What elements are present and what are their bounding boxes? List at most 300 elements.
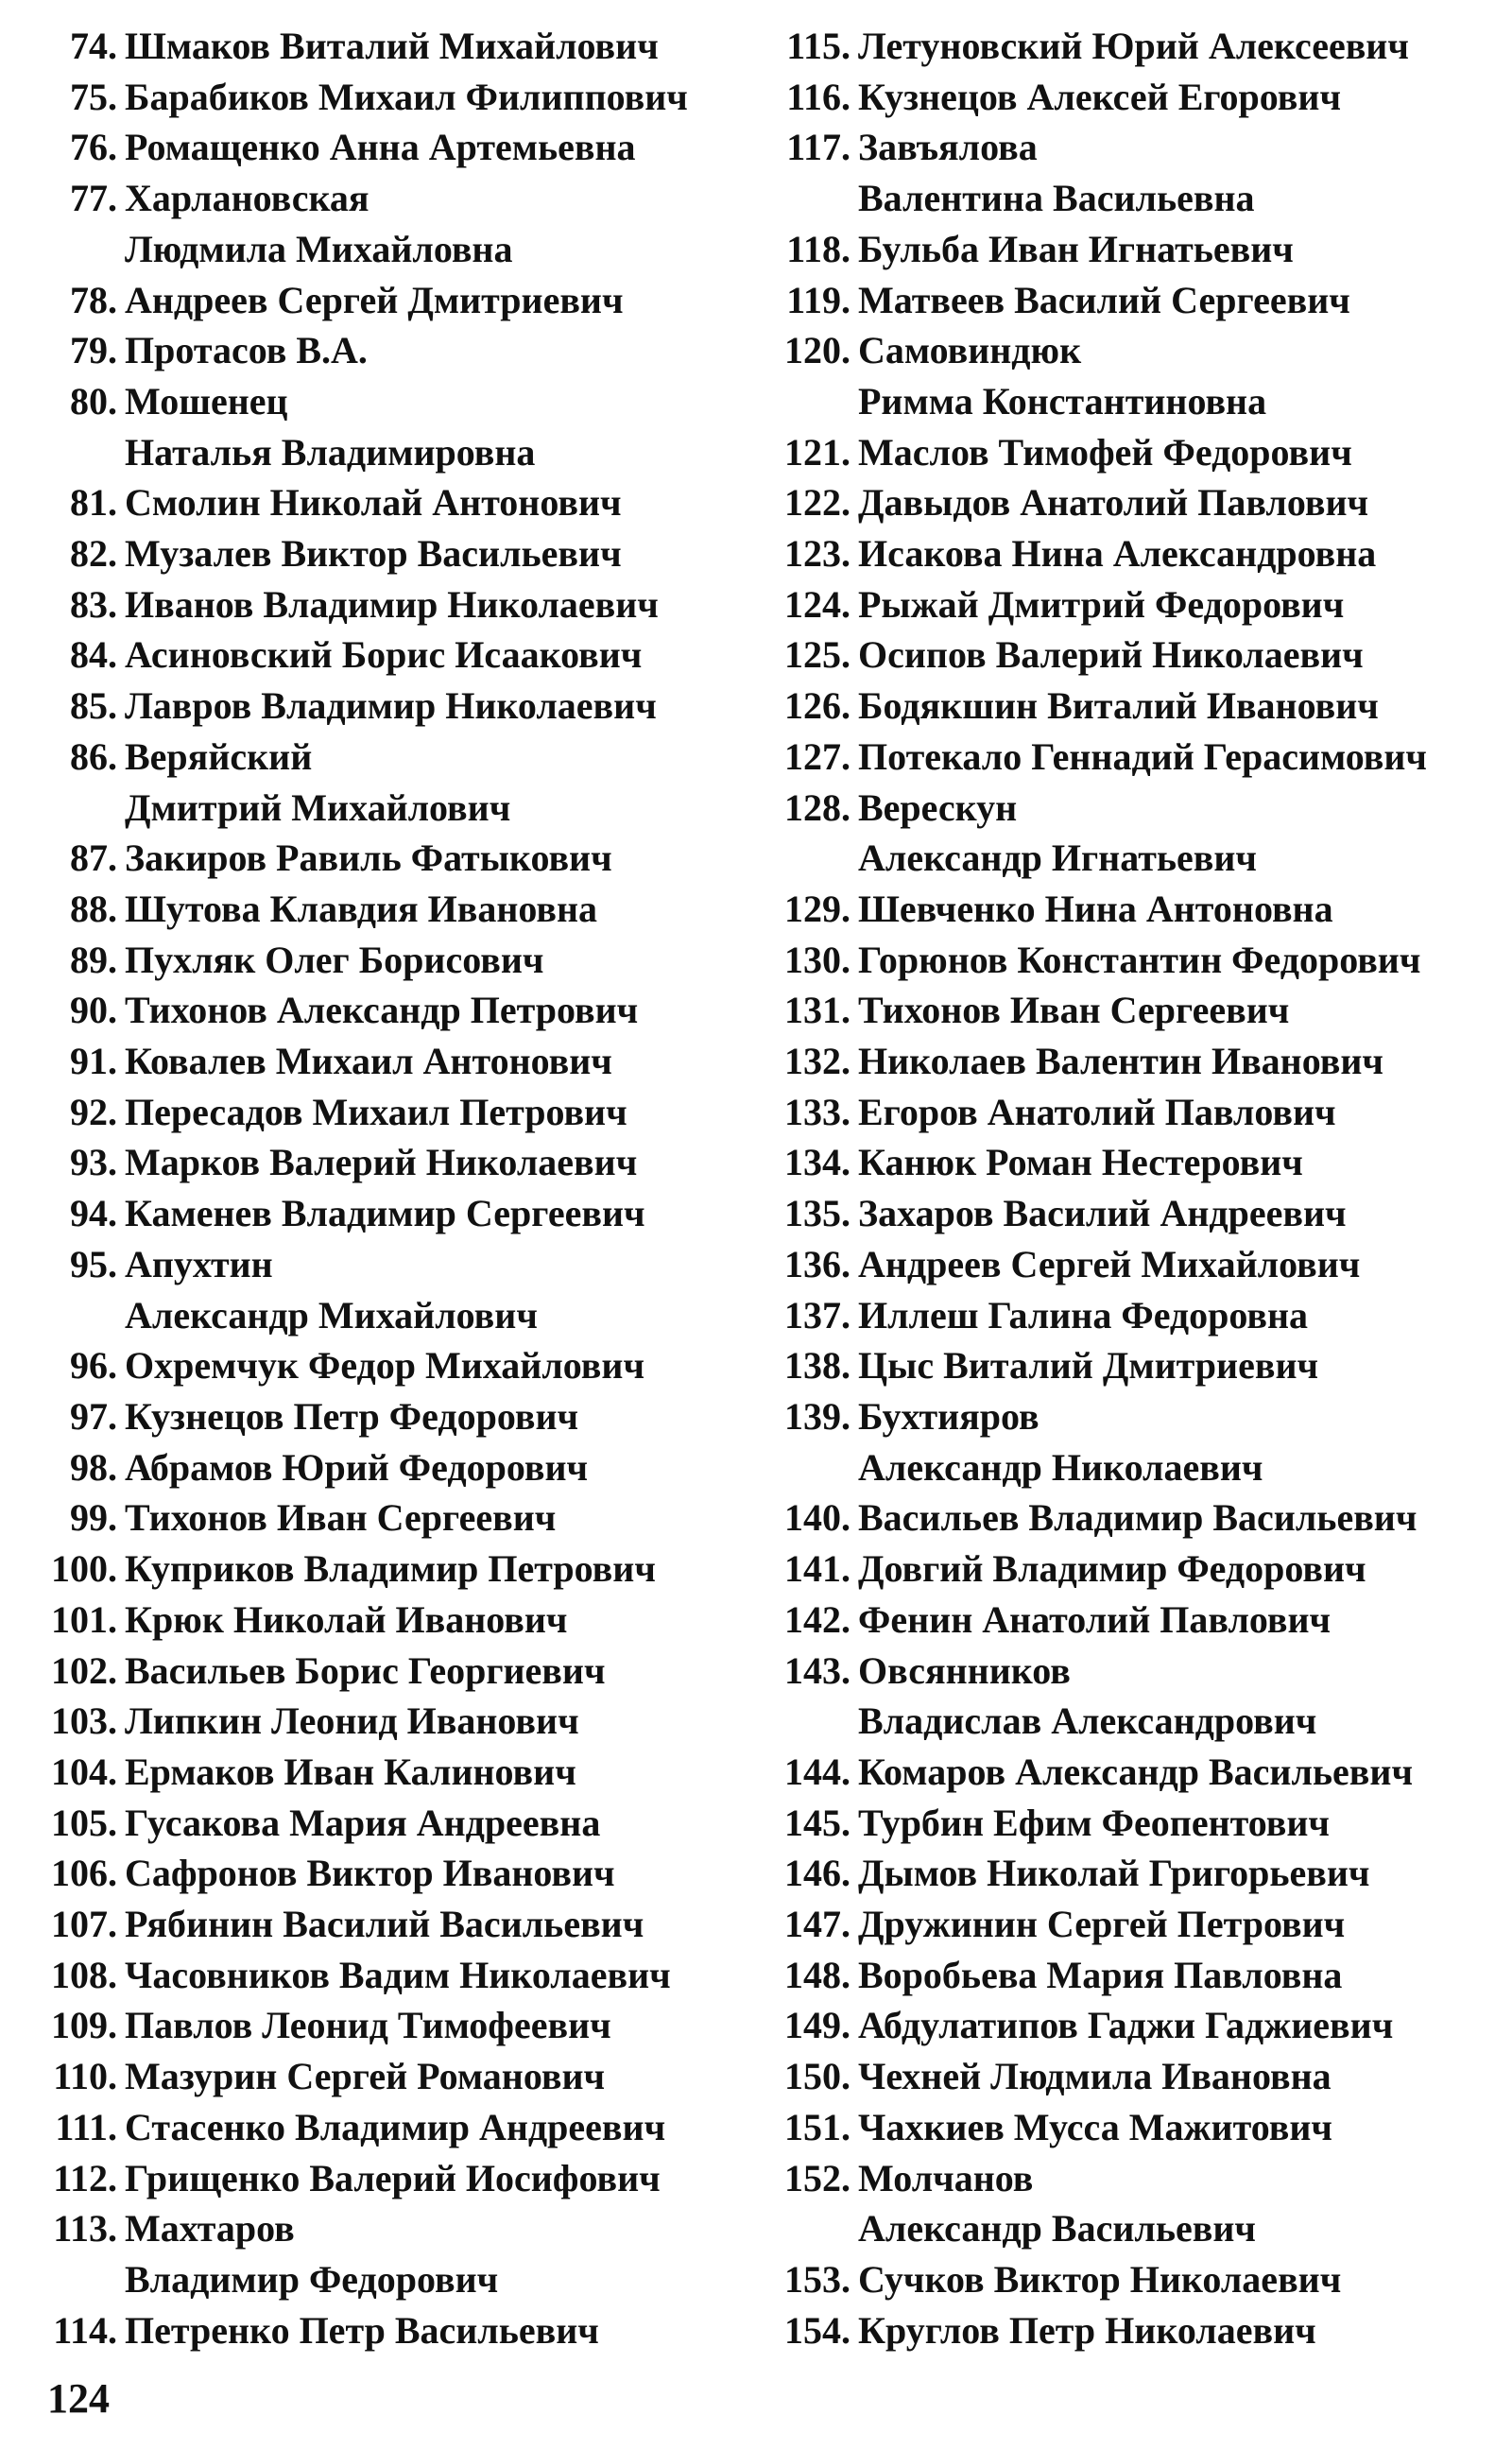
list-item-number: 92. (70, 1090, 117, 1133)
list-item-number: 141. (784, 1547, 850, 1591)
name-line: Комаров Александр Васильевич (858, 1750, 1414, 1793)
list-item (38, 1899, 756, 1950)
list-item-number: 115. (786, 25, 850, 67)
name-line: Маслов Тимофей Федорович (858, 430, 1352, 474)
name-line: Апухтин (125, 1242, 273, 1285)
list-item (38, 2102, 756, 2153)
name-line: Канюк Роман Нестерович (858, 1141, 1303, 1184)
name-line: Тихонов Александр Петрович (125, 989, 639, 1032)
list-item-number: 83. (70, 582, 117, 626)
list-item (773, 2102, 1501, 2153)
list-item-name (858, 1137, 1303, 1188)
list-item-name (125, 935, 543, 986)
list-item-name (125, 275, 624, 326)
list-item-number: 146. (784, 1852, 850, 1895)
list-item (773, 2153, 1501, 2254)
list-item (773, 681, 1501, 732)
list-item (38, 1544, 756, 1595)
name-line: Сафронов Виктор Иванович (125, 1852, 615, 1895)
list-item-number: 131. (784, 989, 850, 1032)
list-item (38, 1798, 756, 1849)
list-item-name (858, 477, 1368, 528)
name-line: Павлов Леонид Тимофеевич (125, 2004, 611, 2047)
list-item-number: 79. (70, 329, 117, 372)
list-item-number: 143. (784, 1648, 850, 1692)
list-item (38, 1848, 756, 1899)
list-item-name (125, 122, 636, 173)
list-item-number: 127. (784, 734, 850, 778)
list-item-number: 97. (70, 1394, 117, 1438)
list-item (773, 1848, 1501, 1899)
list-item (773, 2051, 1501, 2102)
list-item (38, 122, 756, 173)
list-item-name (858, 325, 1266, 426)
list-item-name (125, 2051, 605, 2102)
list-item-name (125, 681, 657, 732)
name-line: Андреев Сергей Дмитриевич (125, 278, 624, 321)
name-line: Гусакова Мария Андреевна (125, 1801, 601, 1844)
name-line: Александр Николаевич (858, 1445, 1263, 1489)
list-item (38, 1036, 756, 1087)
list-item-name (125, 1137, 637, 1188)
list-item (38, 1188, 756, 1239)
list-item-number: 93. (70, 1141, 117, 1184)
name-line: Римма Константиновна (858, 379, 1267, 423)
name-line: Дымов Николай Григорьевич (858, 1852, 1370, 1895)
list-item (38, 1747, 756, 1798)
list-item-name (125, 1036, 612, 1087)
name-line: Мазурин Сергей Романович (125, 2055, 606, 2098)
list-item-number: 122. (784, 481, 850, 525)
list-item-number: 105. (51, 1801, 117, 1844)
list-item-number: 77. (70, 177, 117, 220)
list-item-number: 80. (70, 379, 117, 423)
list-item (773, 884, 1501, 935)
list-item-number: 120. (784, 329, 850, 372)
list-item (773, 427, 1501, 478)
list-item-name (125, 1899, 644, 1950)
list-item-name (125, 477, 622, 528)
list-item-name (858, 1544, 1366, 1595)
name-line: Чехней Людмила Ивановна (858, 2055, 1332, 2098)
list-item-name (125, 2000, 611, 2051)
name-line: Захаров Василий Андреевич (858, 1192, 1347, 1235)
list-item (38, 1595, 756, 1646)
list-item-name (125, 833, 612, 884)
name-line: Бухтияров (858, 1394, 1040, 1438)
name-line: Кузнецов Алексей Егорович (858, 75, 1342, 118)
name-line: Дмитрий Михайлович (125, 785, 511, 829)
name-line: Цыс Виталий Дмитриевич (858, 1344, 1319, 1388)
list-item-name (858, 884, 1333, 935)
name-line: Чахкиев Мусса Мажитович (858, 2105, 1332, 2148)
list-item-name (858, 629, 1364, 681)
name-line: Часовников Вадим Николаевич (125, 1953, 671, 1996)
name-line: Ермаков Иван Калинович (125, 1750, 576, 1793)
list-item-name (858, 732, 1427, 783)
list-item (773, 1544, 1501, 1595)
list-item-name (858, 528, 1376, 579)
name-line: Фенин Анатолий Павлович (858, 1597, 1332, 1641)
page-number: 124 (47, 2375, 110, 2422)
list-item-name (125, 884, 597, 935)
name-line: Протасов В.А. (125, 329, 368, 372)
list-item-number: 150. (784, 2055, 850, 2098)
list-item (773, 1899, 1501, 1950)
list-item (773, 2254, 1501, 2305)
name-line: Грищенко Валерий Иосифович (125, 2156, 661, 2199)
name-line: Крюк Николай Иванович (125, 1597, 568, 1641)
list-item-number: 136. (784, 1242, 850, 1285)
list-item-name (858, 1595, 1331, 1646)
list-item-number: 107. (51, 1903, 117, 1946)
list-item (773, 985, 1501, 1036)
name-line: Рыжай Дмитрий Федорович (858, 582, 1345, 626)
list-item-number: 85. (70, 684, 117, 728)
list-item (38, 275, 756, 326)
list-item-name (858, 1492, 1417, 1544)
list-item (773, 579, 1501, 630)
list-item-name (858, 2102, 1332, 2153)
list-item-number: 125. (784, 633, 850, 677)
list-item-name (858, 2254, 1341, 2305)
list-item-name (125, 21, 659, 72)
list-item (773, 72, 1501, 123)
list-item-name (858, 1950, 1342, 2001)
list-item (773, 477, 1501, 528)
name-line: Завъялова (858, 126, 1038, 169)
name-line: Владислав Александрович (858, 1699, 1317, 1743)
list-item-number: 75. (70, 75, 117, 118)
name-line: Сучков Виктор Николаевич (858, 2257, 1342, 2301)
name-line: Барабиков Михаил Филиппович (125, 75, 688, 118)
list-item-name (858, 1899, 1345, 1950)
list-item-number: 138. (784, 1344, 850, 1388)
left-column (38, 21, 756, 2355)
list-item (773, 2305, 1501, 2356)
list-item (38, 173, 756, 274)
list-item-name (125, 629, 642, 681)
list-item (38, 2305, 756, 2356)
list-item (38, 1442, 756, 1493)
list-item-number: 119. (786, 278, 850, 321)
list-item-number: 104. (51, 1750, 117, 1793)
list-item-number: 87. (70, 836, 117, 880)
name-line: Горюнов Константин Федорович (858, 938, 1421, 981)
name-line: Воробьева Мария Павловна (858, 1953, 1343, 1996)
list-item-number: 140. (784, 1496, 850, 1540)
right-column (773, 21, 1501, 2355)
name-line: Людмила Михайловна (125, 227, 513, 270)
list-item-name (125, 1188, 645, 1239)
list-item-name (125, 528, 622, 579)
name-line: Александр Михайлович (125, 1293, 538, 1337)
name-line: Липкин Леонид Иванович (125, 1699, 579, 1743)
name-line: Куприков Владимир Петрович (125, 1547, 656, 1591)
name-line: Рябинин Василий Васильевич (125, 1903, 644, 1946)
name-line: Пухляк Олег Борисович (125, 938, 544, 981)
name-line: Шмаков Виталий Михайлович (125, 25, 659, 67)
list-item-number: 154. (784, 2308, 850, 2352)
list-item (38, 833, 756, 884)
list-item-number: 86. (70, 734, 117, 778)
name-line: Лавров Владимир Николаевич (125, 684, 657, 728)
list-item (773, 1391, 1501, 1492)
list-item-number: 118. (786, 227, 850, 270)
list-item (773, 1950, 1501, 2001)
name-line: Мошенец (125, 379, 288, 423)
list-item-name (125, 2305, 599, 2356)
list-item (773, 1747, 1501, 1798)
list-item (773, 1239, 1501, 1290)
list-item-number: 88. (70, 887, 117, 930)
name-line: Ковалев Михаил Антонович (125, 1040, 612, 1083)
name-line: Пересадов Михаил Петрович (125, 1090, 627, 1133)
list-item-name (125, 1239, 538, 1340)
name-line: Асиновский Борис Исаакович (125, 633, 643, 677)
name-line: Петренко Петр Васильевич (125, 2308, 599, 2352)
list-item-name (858, 1036, 1383, 1087)
list-item (773, 629, 1501, 681)
list-item-number: 95. (70, 1242, 117, 1285)
list-item-number: 78. (70, 278, 117, 321)
name-line: Абдулатипов Гаджи Гаджиевич (858, 2004, 1394, 2047)
list-item (38, 1340, 756, 1391)
list-item (773, 21, 1501, 72)
list-item-number: 128. (784, 785, 850, 829)
list-item-name (858, 935, 1420, 986)
list-item (773, 783, 1501, 884)
list-item-name (858, 1798, 1330, 1849)
list-item-name (125, 1087, 627, 1138)
name-line: Николаев Валентин Иванович (858, 1040, 1383, 1083)
name-line: Махтаров (125, 2207, 295, 2251)
list-item-name (858, 1747, 1413, 1798)
name-line: Довгий Владимир Федорович (858, 1547, 1366, 1591)
list-item (773, 1036, 1501, 1087)
list-item-name (858, 1087, 1336, 1138)
list-item-number: 151. (784, 2105, 850, 2148)
list-item (38, 325, 756, 376)
list-item-name (858, 2305, 1316, 2356)
list-item-number: 116. (786, 75, 850, 118)
list-item-number: 123. (784, 532, 850, 576)
list-item-name (125, 376, 535, 477)
list-item (38, 732, 756, 833)
name-line: Валентина Васильевна (858, 177, 1255, 220)
list-item-number: 89. (70, 938, 117, 981)
list-item-name (858, 1391, 1263, 1492)
name-line: Давыдов Анатолий Павлович (858, 481, 1369, 525)
list-item-number: 135. (784, 1192, 850, 1235)
name-line: Дружинин Сергей Петрович (858, 1903, 1346, 1946)
list-item (773, 732, 1501, 783)
name-line: Харлановская (125, 177, 369, 220)
list-item (773, 1340, 1501, 1391)
list-item-name (858, 1340, 1318, 1391)
list-item-number: 98. (70, 1445, 117, 1489)
list-item-number: 144. (784, 1750, 850, 1793)
list-item-name (125, 1798, 600, 1849)
name-line: Шевченко Нина Антоновна (858, 887, 1333, 930)
list-item (773, 1137, 1501, 1188)
name-line: Закиров Равиль Фатыкович (125, 836, 612, 880)
list-item-name (125, 1848, 615, 1899)
list-item-name (125, 173, 512, 274)
list-item-name (125, 325, 368, 376)
list-item-number: 76. (70, 126, 117, 169)
name-line: Шутова Клавдия Ивановна (125, 887, 598, 930)
list-item-name (858, 2000, 1393, 2051)
list-item-name (125, 1950, 671, 2001)
list-item (773, 224, 1501, 275)
list-item-name (858, 72, 1341, 123)
list-item (38, 528, 756, 579)
list-item (38, 1137, 756, 1188)
list-item-name (125, 1544, 656, 1595)
list-item-number: 145. (784, 1801, 850, 1844)
list-item-name (858, 1848, 1369, 1899)
list-item-number: 101. (51, 1597, 117, 1641)
name-line: Тихонов Иван Сергеевич (125, 1496, 557, 1540)
list-item (38, 629, 756, 681)
name-line: Молчанов (858, 2156, 1034, 2199)
list-item-number: 153. (784, 2257, 850, 2301)
name-line: Смолин Николай Антонович (125, 481, 622, 525)
list-item-number: 132. (784, 1040, 850, 1083)
list-item-number: 108. (51, 1953, 117, 1996)
list-item (38, 2000, 756, 2051)
list-item-number: 112. (53, 2156, 117, 2199)
list-item-number: 96. (70, 1344, 117, 1388)
list-item-number: 124. (784, 582, 850, 626)
list-item-name (858, 1188, 1347, 1239)
name-line: Ромащенко Анна Артемьевна (125, 126, 636, 169)
name-line: Иванов Владимир Николаевич (125, 582, 659, 626)
list-item (773, 122, 1501, 223)
name-line: Андреев Сергей Михайлович (858, 1242, 1361, 1285)
list-item-number: 94. (70, 1192, 117, 1235)
name-line: Осипов Валерий Николаевич (858, 633, 1364, 677)
name-line: Летуновский Юрий Алексеевич (858, 25, 1409, 67)
name-line: Марков Валерий Николаевич (125, 1141, 638, 1184)
list-item (773, 325, 1501, 426)
list-item-number: 117. (786, 126, 850, 169)
name-line: Потекало Геннадий Герасимович (858, 734, 1427, 778)
list-item-number: 114. (53, 2308, 117, 2352)
name-line: Стасенко Владимир Андреевич (125, 2105, 666, 2148)
name-line: Бодякшин Виталий Иванович (858, 684, 1379, 728)
list-item-name (858, 783, 1257, 884)
list-item-name (858, 1239, 1360, 1290)
list-item-name (125, 732, 510, 833)
list-item-number: 113. (53, 2207, 117, 2251)
list-item-name (125, 2153, 661, 2204)
list-item-number: 111. (55, 2105, 117, 2148)
list-item-number: 126. (784, 684, 850, 728)
list-item-name (125, 1595, 567, 1646)
name-line: Турбин Ефим Феопентович (858, 1801, 1330, 1844)
list-item-number: 137. (784, 1293, 850, 1337)
list-item-name (858, 427, 1352, 478)
list-item-number: 134. (784, 1141, 850, 1184)
name-line: Иллеш Галина Федоровна (858, 1293, 1309, 1337)
list-item-name (858, 275, 1350, 326)
list-item-name (125, 1391, 578, 1442)
list-item-name (125, 72, 688, 123)
list-item (773, 1492, 1501, 1544)
list-item-name (858, 579, 1344, 630)
name-line: Абрамов Юрий Федорович (125, 1445, 589, 1489)
list-item-number: 139. (784, 1394, 850, 1438)
list-item-number: 99. (70, 1496, 117, 1540)
list-item-number: 148. (784, 1953, 850, 1996)
list-item (773, 935, 1501, 986)
list-item (38, 985, 756, 1036)
list-item (38, 1239, 756, 1340)
list-item-name (125, 1492, 556, 1544)
list-item-number: 133. (784, 1090, 850, 1133)
list-item (773, 1646, 1501, 1747)
name-line: Матвеев Василий Сергеевич (858, 278, 1350, 321)
list-item (38, 935, 756, 986)
name-line: Охремчук Федор Михайлович (125, 1344, 644, 1388)
list-item-number: 130. (784, 938, 850, 981)
list-item (38, 579, 756, 630)
name-line: Владимир Федорович (125, 2257, 499, 2301)
list-item-number: 129. (784, 887, 850, 930)
name-line: Верескун (858, 785, 1018, 829)
list-item-number: 142. (784, 1597, 850, 1641)
list-item-name (858, 1646, 1316, 1747)
list-item-name (125, 2203, 498, 2304)
list-item (773, 275, 1501, 326)
name-line: Веряйский (125, 734, 313, 778)
list-item (38, 1646, 756, 1697)
name-line: Васильев Владимир Васильевич (858, 1496, 1418, 1540)
list-item (38, 2051, 756, 2102)
list-item-name (858, 21, 1409, 72)
name-line: Егоров Анатолий Павлович (858, 1090, 1336, 1133)
list-item-number: 152. (784, 2156, 850, 2199)
name-line: Музалев Виктор Васильевич (125, 532, 622, 576)
list-item-name (125, 1646, 606, 1697)
list-item (38, 72, 756, 123)
list-item (38, 2203, 756, 2304)
name-line: Бульба Иван Игнатьевич (858, 227, 1294, 270)
list-item (773, 1290, 1501, 1341)
list-item-number: 147. (784, 1903, 850, 1946)
list-item-name (858, 681, 1379, 732)
list-item-name (858, 2051, 1332, 2102)
name-line: Овсянников (858, 1648, 1071, 1692)
name-line: Васильев Борис Георгиевич (125, 1648, 606, 1692)
list-item-number: 149. (784, 2004, 850, 2047)
list-item-name (125, 579, 659, 630)
name-line: Круглов Петр Николаевич (858, 2308, 1316, 2352)
list-item-name (125, 1696, 579, 1747)
list-item (38, 21, 756, 72)
list-item (38, 1492, 756, 1544)
list-item (773, 528, 1501, 579)
list-item (38, 477, 756, 528)
list-item-number: 84. (70, 633, 117, 677)
list-item-name (858, 2153, 1256, 2254)
name-line: Исакова Нина Александровна (858, 532, 1377, 576)
list-item-name (858, 985, 1289, 1036)
list-item (773, 1798, 1501, 1849)
list-item (773, 1087, 1501, 1138)
